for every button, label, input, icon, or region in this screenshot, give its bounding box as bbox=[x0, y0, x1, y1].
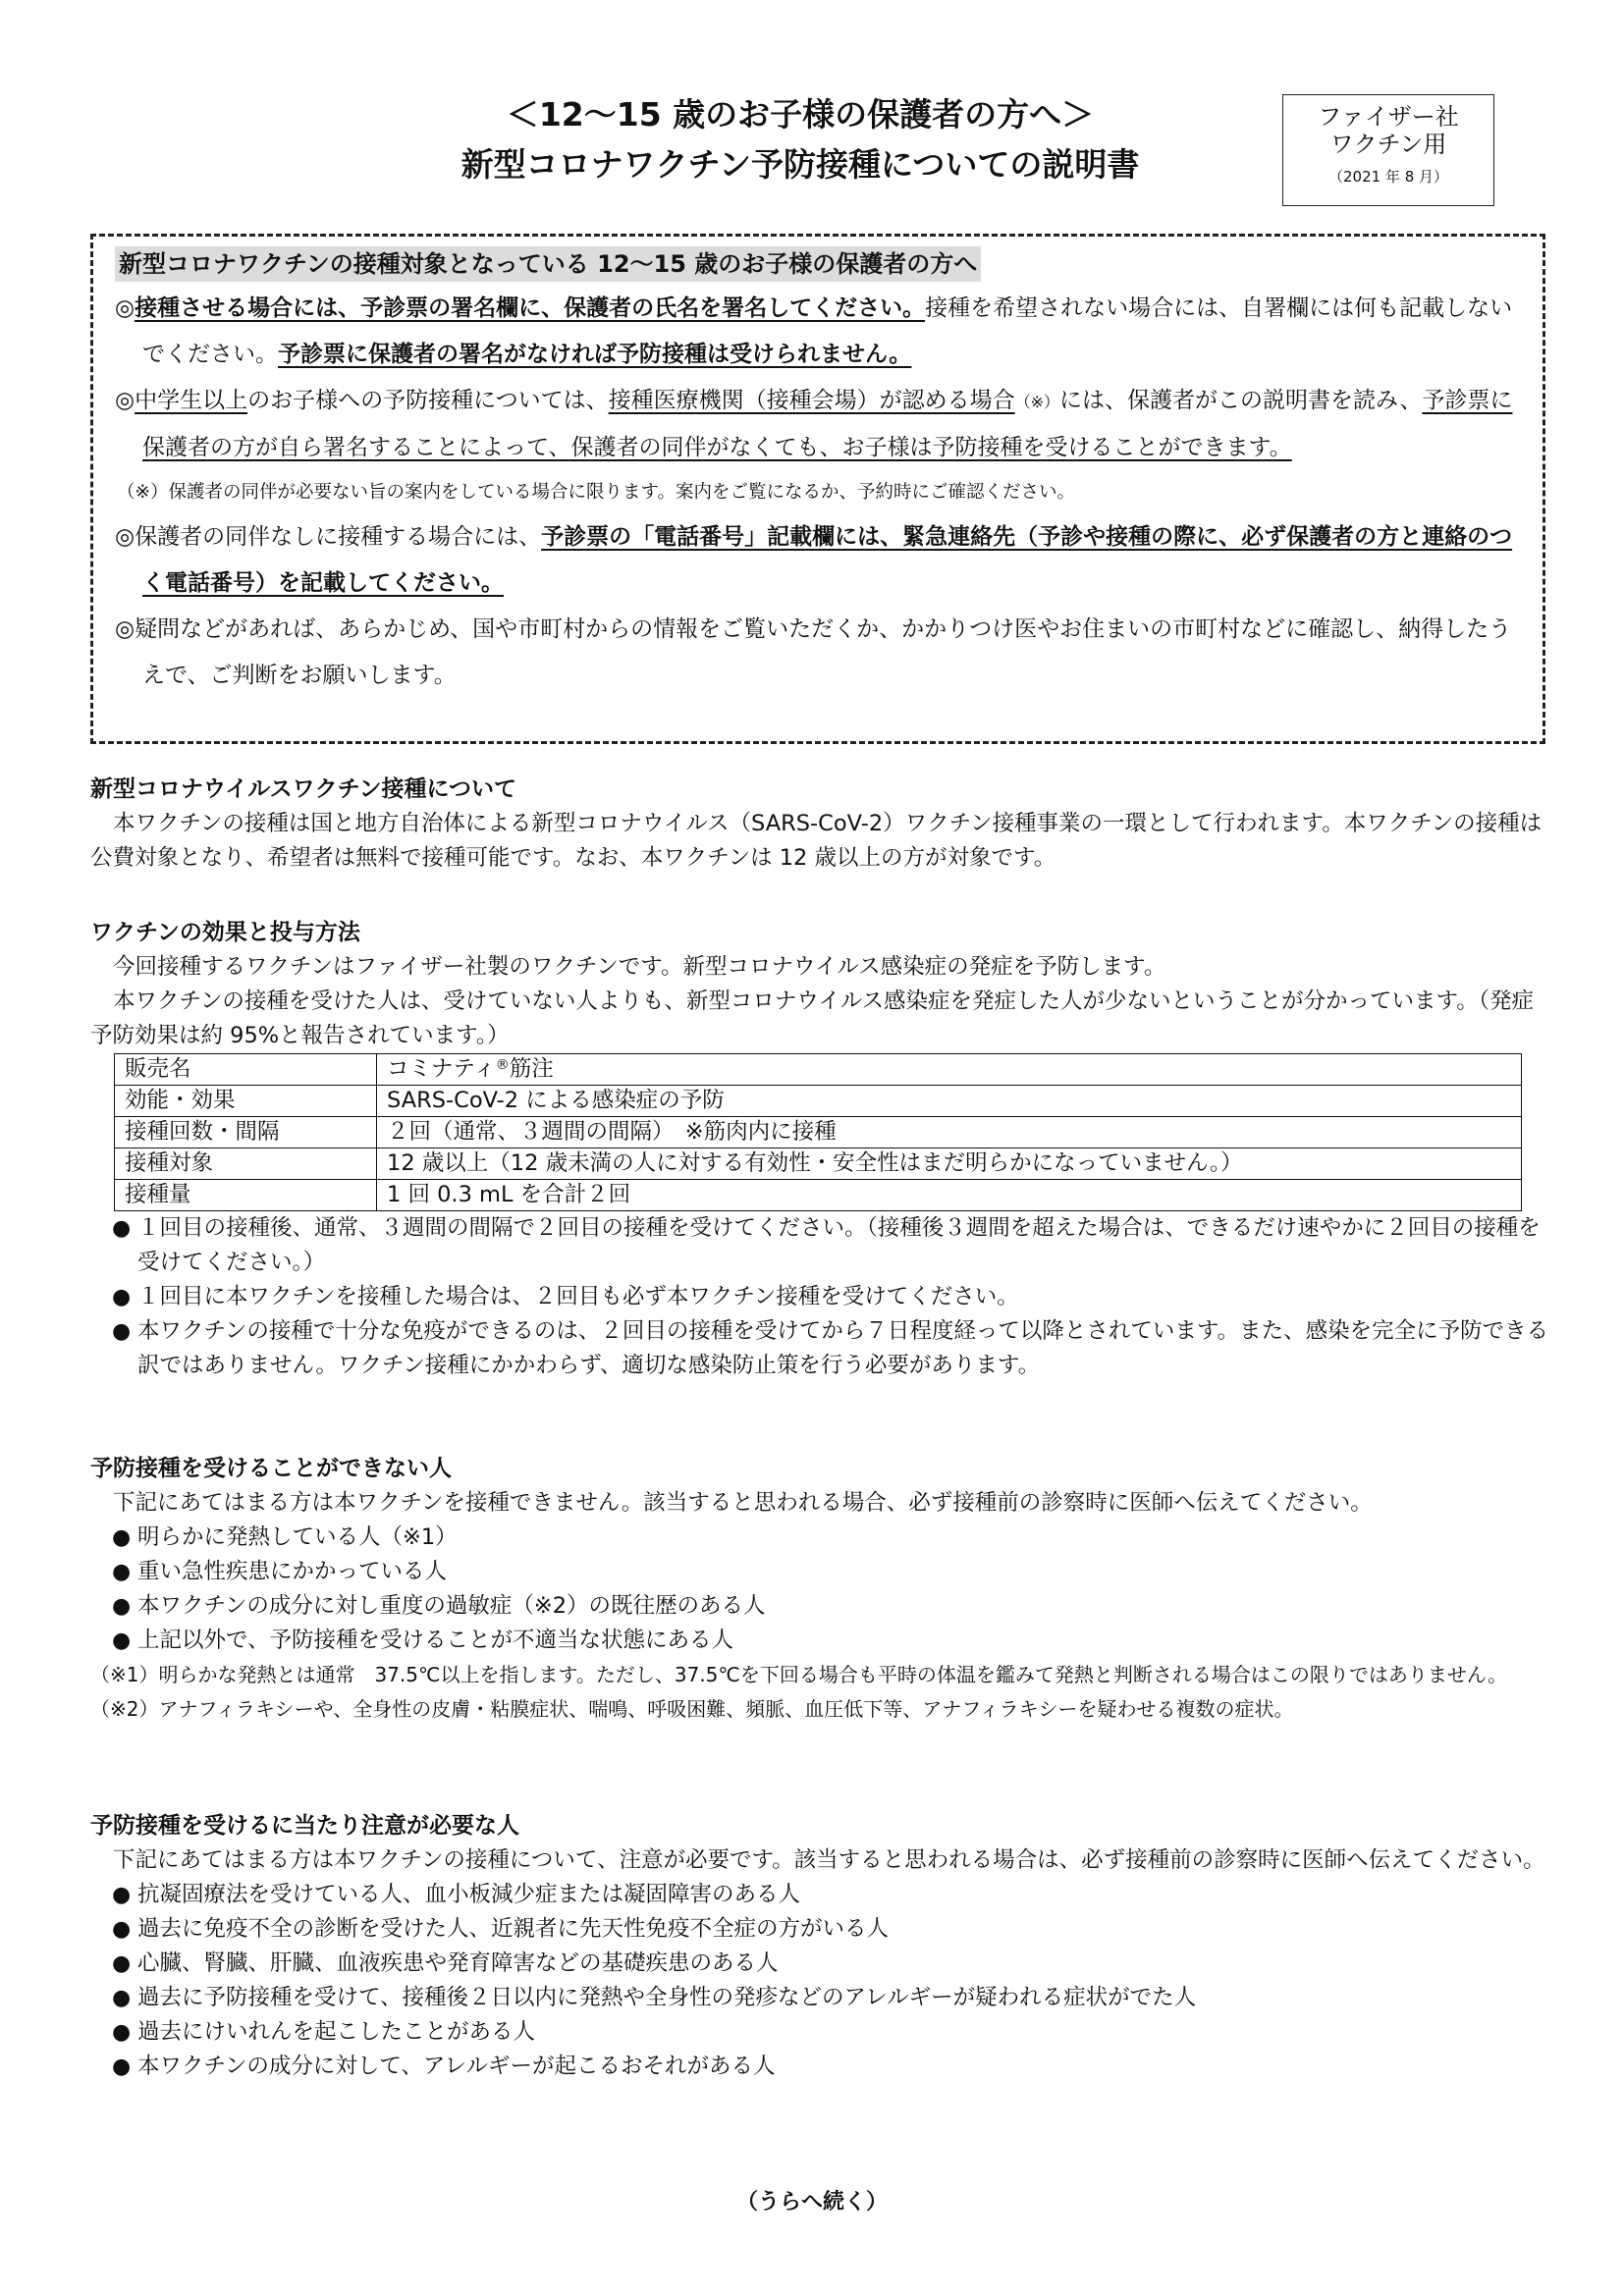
bullet-item: ● 本ワクチンの成分に対して、アレルギーが起こるおそれがある人 bbox=[90, 2050, 1551, 2084]
vendor-subtitle: ワクチン用 bbox=[1329, 131, 1447, 158]
section-heading: 新型コロナウイルスワクチン接種について bbox=[90, 776, 517, 802]
section-paragraph: 本ワクチンの接種は国と地方自治体による新型コロナウイルス（SARS-CoV-2）ワクチン接種事業の一環として行われます。本ワクチンの接種は公費対象となり、希望者は無料で接種可能です。なお、本ワクチンは 12 歳以上の方が対象です。 bbox=[90, 811, 1543, 871]
bullet-item: ● 過去に免疫不全の診断を受けた人、近親者に先天性免疫不全症の方がいる人 bbox=[90, 1912, 1551, 1947]
section-paragraph: 今回接種するワクチンはファイザー社製のワクチンです。新型コロナウイルス感染症の発症を予防します。 bbox=[113, 954, 1166, 980]
bullet-item: ● 明らかに発熱している人（※1） bbox=[90, 1521, 1551, 1555]
section-cannot-receive bbox=[90, 1451, 1551, 1727]
document-title bbox=[324, 90, 1276, 190]
title-line-2: 新型コロナワクチン予防接種についての説明書 bbox=[460, 145, 1140, 184]
contraindication-list bbox=[90, 1521, 1551, 1658]
section-heading: ワクチンの効果と投与方法 bbox=[90, 920, 360, 945]
footnotes bbox=[90, 1658, 1551, 1727]
document-date: （2021 年 8 月） bbox=[1327, 168, 1449, 186]
spec-row bbox=[115, 1054, 1522, 1086]
section-paragraph: 本ワクチンの接種を受けた人は、受けていない人よりも、新型コロナウイルス感染症を発症した人が少ないということが分かっています。（発症予防効果は約 95%と報告されています。） bbox=[90, 988, 1534, 1048]
section-heading: 予防接種を受けるに当たり注意が必要な人 bbox=[90, 1813, 519, 1839]
bullet-item: ● 過去に予防接種を受けて、接種後２日以内に発熱や全身性の発疹などのアレルギーが疑われる症状がでた人 bbox=[90, 1981, 1551, 2015]
bullet-icon: ● bbox=[112, 1951, 132, 1976]
section-about-vaccination bbox=[90, 772, 1551, 876]
notice-mark: ◎ bbox=[115, 295, 135, 321]
bullet-icon: ● bbox=[112, 1319, 132, 1344]
spec-key: 接種対象 bbox=[115, 1148, 377, 1180]
spec-row bbox=[115, 1117, 1522, 1148]
notice-item-questions: ◎疑問などがあれば、あらかじめ、国や市町村からの情報をご覧いただくか、かかりつけ医やお住まいの市町村などに確認し、納得したうえで、ご判断をお願いします。 bbox=[115, 616, 1512, 688]
footnote: （※1）明らかな発熱とは通常 37.5℃以上を指します。ただし、37.5℃を下回る場合も平時の体温を鑑みて発熱と判断される場合はこの限りではありません。 bbox=[90, 1663, 1508, 1686]
spec-row bbox=[115, 1148, 1522, 1180]
notice-item-unaccompanied: ◎中学生以上のお子様への予防接種については、接種医療機関（接種会場）が認める場合（※）には、保護者がこの説明書を読み、予診票に保護者の方が自ら署名することによって、保護者の同伴がなくても、お子様は予防接種を受けることができます。 bbox=[115, 388, 1513, 460]
bullet-icon: ● bbox=[112, 1986, 132, 2010]
bullet-item: ● 過去にけいれんを起こしたことがある人 bbox=[90, 2015, 1551, 2050]
spec-value: ２回（通常、３週間の間隔） ※筋肉内に接種 bbox=[377, 1117, 1522, 1148]
bullet-icon: ● bbox=[112, 2055, 132, 2079]
notice-mark: ◎ bbox=[115, 388, 135, 413]
spec-key: 接種量 bbox=[115, 1180, 377, 1211]
continued-overleaf: （うらへ続く） bbox=[735, 2190, 888, 2215]
bullet-item: ● １回目の接種後、通常、３週間の間隔で２回目の接種を受けてください。（接種後３週間を超えた場合は、できるだけ速やかに２回目の接種を受けてください。） bbox=[90, 1211, 1551, 1280]
spec-key: 販売名 bbox=[115, 1054, 377, 1086]
section-paragraph: 下記にあてはまる方は本ワクチンを接種できません。該当すると思われる場合、必ず接種前の診察時に医師へ伝えてください。 bbox=[113, 1490, 1373, 1516]
bullet-item: ● 抗凝固療法を受けている人、血小板減少症または凝固障害のある人 bbox=[90, 1878, 1551, 1912]
spec-key: 接種回数・間隔 bbox=[115, 1117, 377, 1148]
guardian-notice-box bbox=[90, 234, 1545, 744]
spec-value: 1 回 0.3 mL を合計２回 bbox=[377, 1180, 1522, 1211]
spec-row bbox=[115, 1180, 1522, 1211]
footnote: （※2）アナフィラキシーや、全身性の皮膚・粘膜症状、喘鳴、呼吸困難、頻脈、血圧低下等、アナフィラキシーを疑わせる複数の症状。 bbox=[90, 1697, 1294, 1721]
bullet-icon: ● bbox=[112, 1883, 132, 1907]
spec-value: SARS-CoV-2 による感染症の予防 bbox=[377, 1086, 1522, 1117]
spec-value: 12 歳以上（12 歳未満の人に対する有効性・安全性はまだ明らかになっていません。） bbox=[377, 1148, 1522, 1180]
bullet-icon: ● bbox=[112, 2020, 132, 2045]
notice-footnote: （※）保護者の同伴が必要ない旨の案内をしている場合に限ります。案内をご覧になるか、予約時にご確認ください。 bbox=[117, 482, 1076, 503]
bullet-item: ● 本ワクチンの成分に対し重度の過敏症（※2）の既往歴のある人 bbox=[90, 1589, 1551, 1624]
section-effects bbox=[90, 915, 1551, 1383]
notice-mark: ◎ bbox=[115, 524, 135, 550]
notice-item-phone: ◎保護者の同伴なしに接種する場合には、予診票の「電話番号」記載欄には、緊急連絡先（予診や接種の際に、必ず保護者の方と連絡のつく電話番号）を記載してください。 bbox=[115, 524, 1513, 596]
spec-value: コミナティ®筋注 bbox=[377, 1054, 1522, 1086]
bullet-item: ● 本ワクチンの接種で十分な免疫ができるのは、２回目の接種を受けてから７日程度経って以降とされています。また、感染を完全に予防できる訳ではありません。ワクチン接種にかかわらず、適切な感染防止策を行う必要があります。 bbox=[90, 1314, 1551, 1383]
bullet-icon: ● bbox=[112, 1285, 132, 1309]
notice-item-signature: ◎接種させる場合には、予診票の署名欄に、保護者の氏名を署名してください。接種を希望されない場合には、自署欄には何も記載しないでください。予診票に保護者の署名がなければ予防接種は受けられません。 bbox=[115, 295, 1513, 367]
title-line-1: ＜12～15 歳のお子様の保護者の方へ＞ bbox=[506, 95, 1095, 133]
bullet-item: ● 上記以外で、予防接種を受けることが不適当な状態にある人 bbox=[90, 1624, 1551, 1658]
notice-heading: 新型コロナワクチンの接種対象となっている 12～15 歳のお子様の保護者の方へ bbox=[115, 246, 981, 282]
bullet-item: ● 心臓、腎臓、肝臓、血液疾患や発育障害などの基礎疾患のある人 bbox=[90, 1947, 1551, 1981]
bullet-item: ● １回目に本ワクチンを接種した場合は、２回目も必ず本ワクチン接種を受けてください。 bbox=[90, 1280, 1551, 1314]
section-paragraph: 下記にあてはまる方は本ワクチンの接種について、注意が必要です。該当すると思われる場合は、必ず接種前の診察時に医師へ伝えてください。 bbox=[113, 1847, 1545, 1873]
spec-key: 効能・効果 bbox=[115, 1086, 377, 1117]
bullet-item: ● 重い急性疾患にかかっている人 bbox=[90, 1555, 1551, 1589]
bullet-icon: ● bbox=[112, 1594, 132, 1619]
caution-list bbox=[90, 1878, 1551, 2084]
section-caution bbox=[90, 1808, 1551, 2084]
vaccine-spec-table bbox=[114, 1053, 1522, 1211]
bullet-icon: ● bbox=[112, 1525, 132, 1550]
vendor-label-box bbox=[1282, 94, 1494, 206]
spec-row bbox=[115, 1086, 1522, 1117]
notice-mark: ◎ bbox=[115, 616, 135, 642]
bullet-icon: ● bbox=[112, 1917, 132, 1942]
effects-bullet-list bbox=[90, 1211, 1551, 1383]
bullet-icon: ● bbox=[112, 1560, 132, 1584]
bullet-icon: ● bbox=[112, 1629, 132, 1653]
bullet-icon: ● bbox=[112, 1216, 132, 1241]
section-heading: 予防接種を受けることができない人 bbox=[90, 1456, 452, 1481]
vendor-name: ファイザー社 bbox=[1318, 103, 1459, 131]
